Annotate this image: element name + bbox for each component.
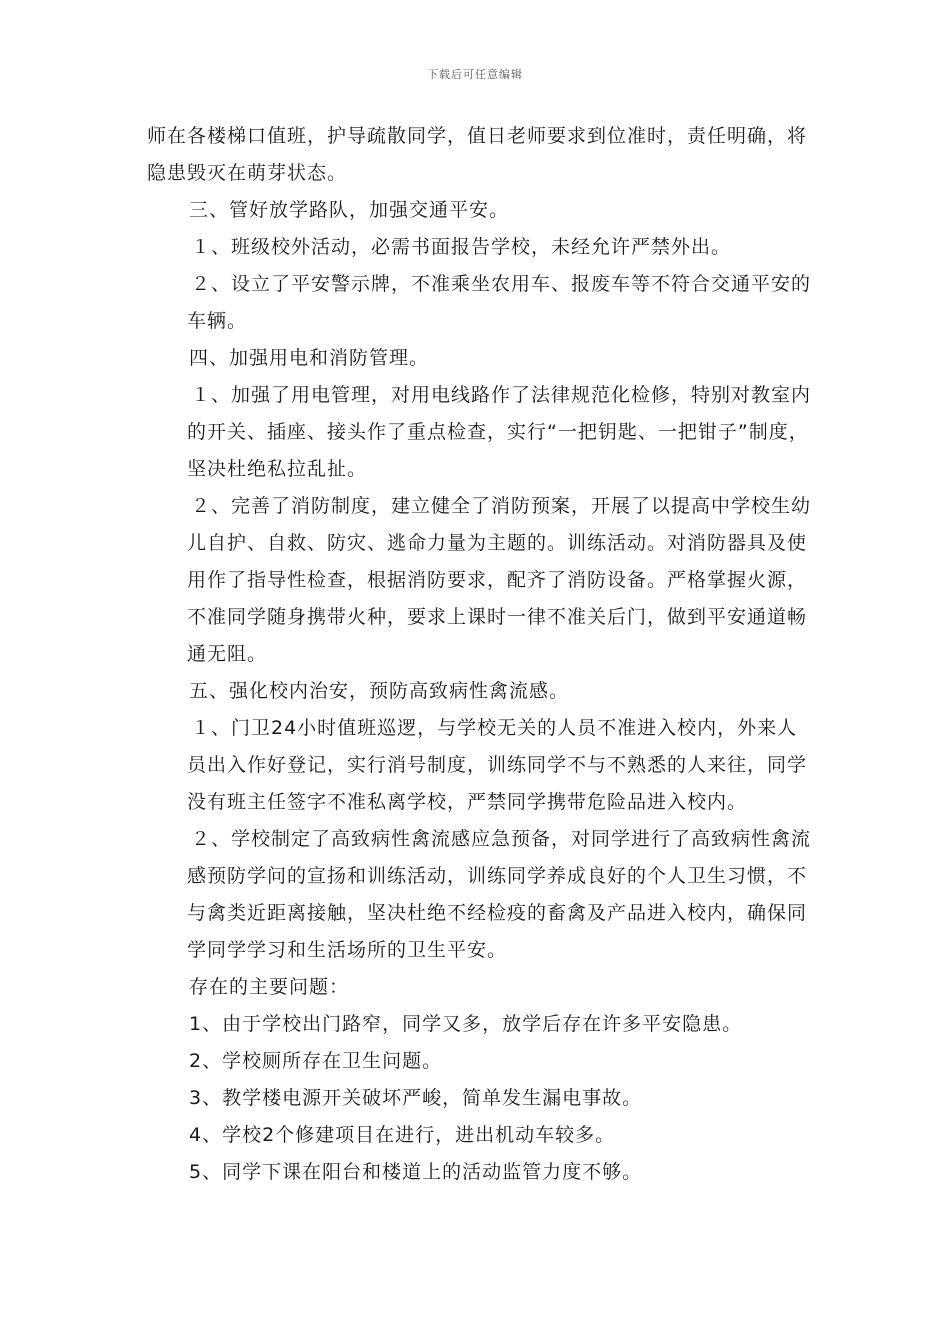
page-header: 下载后可任意编辑 [427, 68, 523, 81]
issue-item: 4、学校2个修建项目在进行，进出机动车较多。 [189, 1124, 616, 1146]
paragraph-5-1: １、门卫24小时值班巡逻，与学校无关的人员不准进入校内，外来人员出入作好登记，实行消号制度，训练同学不与不熟悉的人来往，同学没有班主任签字不准私离学校，严禁同学携带危险品进入校内。 [187, 717, 808, 813]
document-body [147, 118, 812, 1191]
paragraph-3-2: ２、设立了平安警示牌，不准乘坐农用车、报废车等不符合交通平安的车辆。 [187, 273, 812, 332]
issues-heading: 存在的主要问题： [189, 976, 350, 998]
issue-item: 1、由于学校出门路窄，同学又多，放学后存在许多平安隐患。 [189, 1013, 743, 1035]
section-heading-3: 三、管好放学路队，加强交通平安。 [189, 199, 510, 221]
paragraph-3-1: １、班级校外活动，必需书面报告学校，未经允许严禁外出。 [191, 236, 732, 258]
section-heading-4: 四、加强用电和消防管理。 [189, 347, 430, 369]
paragraph-5-2: ２、学校制定了高致病性禽流感应急预备，对同学进行了高致病性禽流感预防学问的宣扬和训练活动，训练同学养成良好的个人卫生习惯，不与禽类近距离接触，坚决杜绝不经检疫的畜禽及产品进入校内，确保同学同学学习和生活场所的卫生平安。 [187, 828, 812, 961]
issue-item: 2、学校厕所存在卫生问题。 [189, 1050, 443, 1072]
paragraph-4-2: ２、完善了消防制度，建立健全了消防预案，开展了以提高中学校生幼儿自护、自救、防灾、逃命力量为主题的。训练活动。对消防器具及使用作了指导性检查，根据消防要求，配齐了消防设备。严格掌握火源，不准同学随身携带火种，要求上课时一律不准关后门，做到平安通道畅通无阻。 [187, 495, 812, 665]
paragraph-continuation: 师在各楼梯口值班，护导疏散同学，值日老师要求到位准时，责任明确，将隐患毁灭在萌芽状态。 [147, 125, 808, 184]
issue-item: 3、教学楼电源开关破坏严峻，简单发生漏电事故。 [189, 1087, 643, 1109]
paragraph-4-1: １、加强了用电管理，对用电线路作了法律规范化检修，特别对教室内的开关、插座、接头作了重点检查，实行“一把钥匙、一把钳子”制度，坚决杜绝私拉乱扯。 [187, 384, 812, 480]
issue-item: 5、同学下课在阳台和楼道上的活动监管力度不够。 [189, 1161, 643, 1183]
section-heading-5: 五、强化校内治安，预防高致病性禽流感。 [189, 680, 570, 702]
